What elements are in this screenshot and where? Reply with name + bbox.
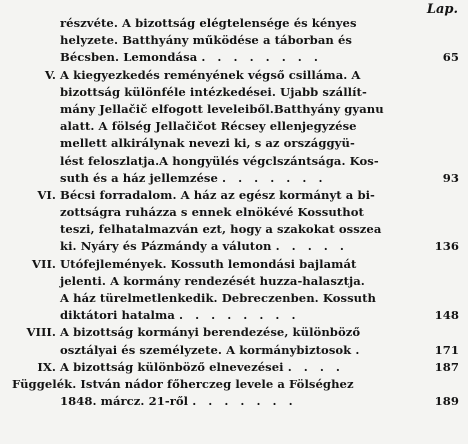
- entry-title: Utófejlemények. Kossuth lemondási bajlamát: [60, 256, 357, 271]
- chapter-number: VIII.: [26, 325, 56, 340]
- entry-text: [60, 101, 384, 118]
- entry-text: [60, 221, 381, 238]
- page-number: 171: [434, 342, 459, 357]
- entry-text: [60, 32, 352, 49]
- toc-line: [0, 67, 468, 84]
- entry-text: [60, 118, 357, 135]
- entry-title: A ház türelmetlenkedik. Debreczenben. Kossuth: [60, 291, 377, 305]
- toc-line: [0, 376, 468, 393]
- page-number: 187: [434, 359, 459, 374]
- toc-line: [0, 273, 468, 290]
- dot-leader: .: [355, 342, 364, 357]
- toc-line: [0, 307, 468, 324]
- entry-text: [60, 393, 297, 410]
- table-of-contents: [0, 15, 468, 410]
- page-number: 148: [434, 308, 459, 323]
- chapter-number: V.: [44, 67, 56, 82]
- entry-text: [60, 15, 357, 32]
- toc-line: [0, 187, 468, 204]
- entry-title: zottságra ruházza s ennek elnökévé Kossuthot: [60, 205, 364, 220]
- toc-line: [0, 153, 468, 170]
- entry-title: helyzete. Batthyány működése a táborban és: [60, 33, 352, 48]
- entry-title: A bizottság különböző elnevezései: [60, 359, 284, 374]
- toc-line: [0, 32, 468, 49]
- entry-text: [60, 153, 379, 170]
- dot-leader: . . . . . . . .: [179, 308, 300, 323]
- toc-line: [0, 49, 468, 66]
- entry-title: bizottság különféle intézkedései. Ujabb szállít-: [60, 84, 367, 99]
- entry-text: [60, 204, 364, 221]
- entry-title: teszi, felhatalmazván ezt, hogy a szakokat osszea: [60, 222, 382, 237]
- entry-text: [60, 290, 376, 307]
- toc-line: [0, 170, 468, 187]
- toc-line: [0, 324, 468, 341]
- page-number: 93: [442, 170, 459, 185]
- entry-text: [60, 84, 367, 101]
- toc-line: [0, 135, 468, 152]
- entry-title: mellett alkirálynak nevezi ki, s az országgyü-: [60, 136, 355, 151]
- entry-text: [60, 307, 300, 324]
- entry-text: [60, 324, 360, 341]
- toc-line: [0, 256, 468, 273]
- toc-line: [0, 290, 468, 307]
- toc-line: [0, 221, 468, 238]
- entry-title: Bécsben. Lemondása: [60, 50, 198, 65]
- entry-title: 1848. márcz. 21-ről: [60, 394, 189, 409]
- entry-title: A bizottság kormányi berendezése, különböző: [60, 325, 361, 340]
- entry-text: [60, 67, 360, 84]
- entry-title: Bécsi forradalom. A ház az egész kormányt a bi-: [60, 187, 375, 202]
- entry-text: [12, 376, 354, 393]
- dot-leader: . . . . . . .: [222, 170, 327, 185]
- toc-line: [0, 118, 468, 135]
- entry-title: A kiegyezkedés reményének végső csillámа. A: [60, 67, 361, 82]
- chapter-number: VII.: [31, 256, 56, 271]
- page-number: 65: [442, 50, 459, 65]
- entry-title: Függelék. István nádor főherczeg levele a Fölséghez: [12, 376, 354, 391]
- entry-title: részvéte. A bizottság elégtelensége és kényes: [60, 16, 357, 30]
- entry-title: diktátori hatalma: [60, 308, 175, 323]
- entry-title: ki. Nyáry és Pázmándy a váluton: [60, 239, 272, 254]
- page-column-label: Lap.: [426, 2, 458, 17]
- dot-leader: . . . .: [287, 359, 344, 374]
- toc-line: [0, 359, 468, 376]
- entry-title: jelenti. A kormány rendezését huzza-halasztja.: [60, 273, 365, 288]
- toc-line: [0, 204, 468, 221]
- entry-text: [60, 256, 356, 273]
- page-number: 189: [434, 394, 459, 409]
- entry-title: alatt. A fölség Jellačičot Récsey ellenjegyzése: [60, 119, 357, 134]
- entry-text: [60, 135, 355, 152]
- entry-title: mány Jellačič elfogott leveleiből.Batthyány gyanu: [60, 101, 384, 116]
- toc-line: [0, 101, 468, 118]
- dot-leader: . . . . . . .: [192, 394, 297, 409]
- entry-text: [60, 359, 344, 376]
- toc-line: [0, 84, 468, 101]
- chapter-number: IX.: [37, 359, 56, 374]
- entry-text: [60, 238, 348, 255]
- entry-title: osztályai és személyzete. A kormánybiztosok: [60, 342, 352, 357]
- entry-title: lést feloszlatja.A hongyülés végclszántsága. Kos-: [60, 153, 379, 168]
- page-number: 136: [434, 239, 459, 254]
- toc-line: [0, 393, 468, 410]
- chapter-number: VI.: [37, 187, 56, 202]
- entry-text: [60, 342, 363, 359]
- entry-text: [60, 170, 327, 187]
- toc-line: [0, 342, 468, 359]
- entry-text: [60, 49, 322, 66]
- dot-leader: . . . . . . . .: [201, 50, 322, 65]
- dot-leader: . . . . .: [275, 239, 348, 254]
- toc-line: [0, 238, 468, 255]
- entry-text: [60, 187, 375, 204]
- entry-title: suth és a ház jellemzése: [60, 170, 218, 185]
- entry-text: [60, 273, 365, 290]
- toc-line: [0, 15, 468, 32]
